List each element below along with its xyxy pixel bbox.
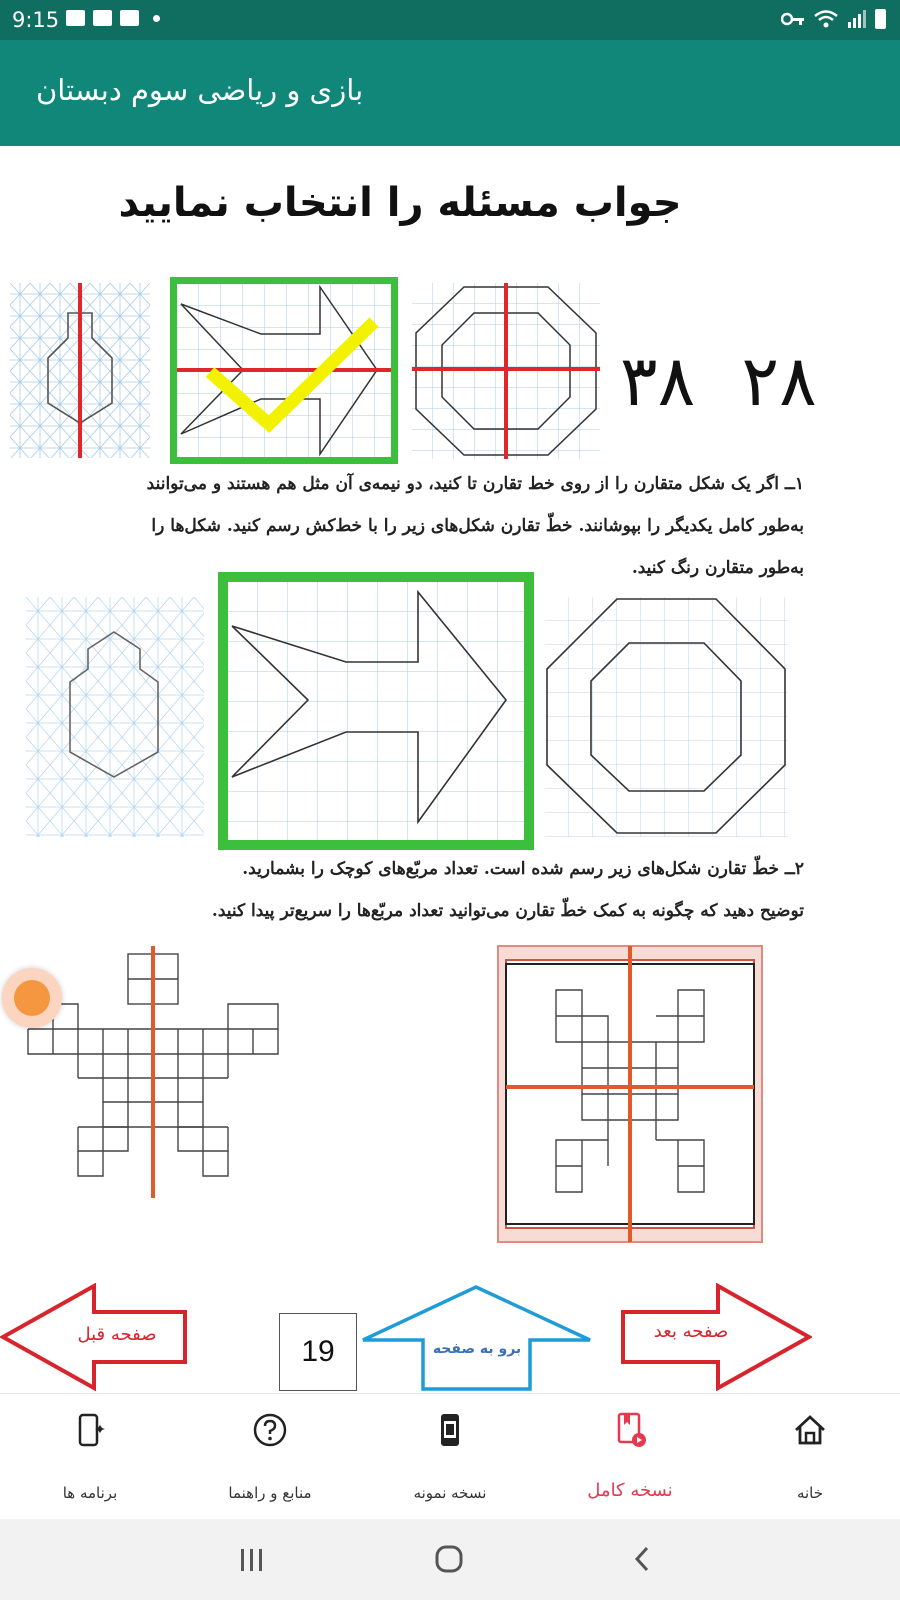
next-page-button[interactable] bbox=[620, 1283, 812, 1391]
home-icon bbox=[792, 1412, 828, 1448]
textbook-carpet-figure bbox=[496, 944, 764, 1244]
prev-page-button[interactable] bbox=[0, 1283, 190, 1391]
page-number-box[interactable]: 19 bbox=[279, 1313, 357, 1391]
paragraph-line: ۱ــ اگر یک شکل متقارن را از روی خط تقارن تا کنید، دو نیمه‌ی آن مثل هم هستند و می‌توانند bbox=[146, 474, 804, 494]
textbook-paragraph-2 bbox=[154, 848, 804, 932]
nav-resources-label: منابع و راهنما bbox=[228, 1484, 312, 1502]
textbook-plane-figure bbox=[24, 946, 288, 1198]
nav-full-version-active[interactable] bbox=[540, 1394, 720, 1520]
textbook-vase-figure bbox=[26, 597, 204, 837]
system-navigation-bar bbox=[0, 1519, 900, 1600]
question-heading: جواب مسئله را انتخاب نمایید bbox=[118, 180, 682, 226]
image-notification-icon bbox=[66, 10, 85, 26]
status-system-icons bbox=[781, 9, 886, 29]
floating-assist-button[interactable] bbox=[2, 968, 62, 1028]
phone-book-icon bbox=[432, 1412, 468, 1448]
nav-sample-label: نسخه نمونه bbox=[413, 1484, 487, 1502]
next-page-label: صفحه بعد bbox=[653, 1321, 729, 1342]
orange-dot-icon bbox=[14, 980, 50, 1016]
back-icon[interactable] bbox=[630, 1545, 654, 1573]
paragraph-line: به‌طور متقارن رنگ کنید. bbox=[631, 558, 804, 578]
paragraph-line: توضیح دهید که چگونه به کمک خطّ تقارن می‌توانید تعداد مربّع‌ها را سریع‌تر پیدا کنید. bbox=[211, 901, 804, 921]
more-notifications-icon bbox=[153, 15, 160, 22]
status-time: 9:15 bbox=[12, 8, 60, 32]
nav-sample[interactable] bbox=[360, 1394, 540, 1520]
group-notification-icon bbox=[120, 10, 139, 26]
option-octagon-shape[interactable] bbox=[412, 283, 600, 459]
key-icon bbox=[781, 11, 805, 27]
recent-apps-icon[interactable] bbox=[238, 1547, 266, 1573]
textbook-paragraph-1 bbox=[34, 463, 804, 589]
prev-page-label: صفحه قبل bbox=[77, 1324, 157, 1345]
app-title: بازی و ریاضی سوم دبستان bbox=[36, 73, 364, 107]
wifi-icon bbox=[813, 9, 839, 29]
nav-apps-label: برنامه ها bbox=[62, 1484, 118, 1502]
option-vase-shape[interactable] bbox=[10, 283, 150, 458]
status-notification-icons bbox=[66, 10, 160, 26]
bottom-navigation bbox=[0, 1393, 900, 1519]
goto-page-button[interactable] bbox=[360, 1284, 593, 1392]
nav-home[interactable] bbox=[720, 1394, 900, 1520]
arrow-shape-drawing bbox=[177, 284, 391, 457]
textbook-octagon-figure bbox=[545, 597, 788, 837]
phone-sparkle-icon bbox=[72, 1412, 108, 1448]
arrow-figure-drawing bbox=[228, 582, 524, 840]
bookmark-play-icon bbox=[612, 1412, 648, 1448]
battery-icon bbox=[875, 9, 886, 29]
paragraph-line: ۲ــ خطّ تقارن شکل‌های زیر رسم شده است. تعداد مربّع‌های کوچک را بشمارید. bbox=[242, 859, 804, 879]
up-arrow-icon bbox=[360, 1284, 593, 1392]
answer-numbers: ۲۸ ۳۸ bbox=[620, 340, 817, 422]
option-arrow-shape-selected[interactable] bbox=[170, 277, 398, 464]
help-circle-icon bbox=[252, 1412, 288, 1448]
status-bar bbox=[0, 0, 900, 40]
nav-home-label: خانه bbox=[796, 1484, 824, 1502]
signal-icon bbox=[847, 9, 867, 29]
group-notification-icon bbox=[93, 10, 112, 26]
nav-resources[interactable] bbox=[180, 1394, 360, 1520]
app-bar bbox=[0, 40, 900, 146]
paragraph-line: به‌طور کامل یکدیگر را بپوشانند. خطّ تقارن شکل‌های زیر را با خط‌کش رسم کنید. شکل‌ها را bbox=[151, 516, 804, 536]
home-system-icon[interactable] bbox=[434, 1544, 464, 1574]
goto-page-label: برو به صفحه bbox=[432, 1341, 522, 1357]
textbook-arrow-figure-selected bbox=[218, 572, 534, 850]
nav-full-version-label: نسخه کامل bbox=[587, 1480, 673, 1501]
nav-apps[interactable] bbox=[0, 1394, 180, 1520]
